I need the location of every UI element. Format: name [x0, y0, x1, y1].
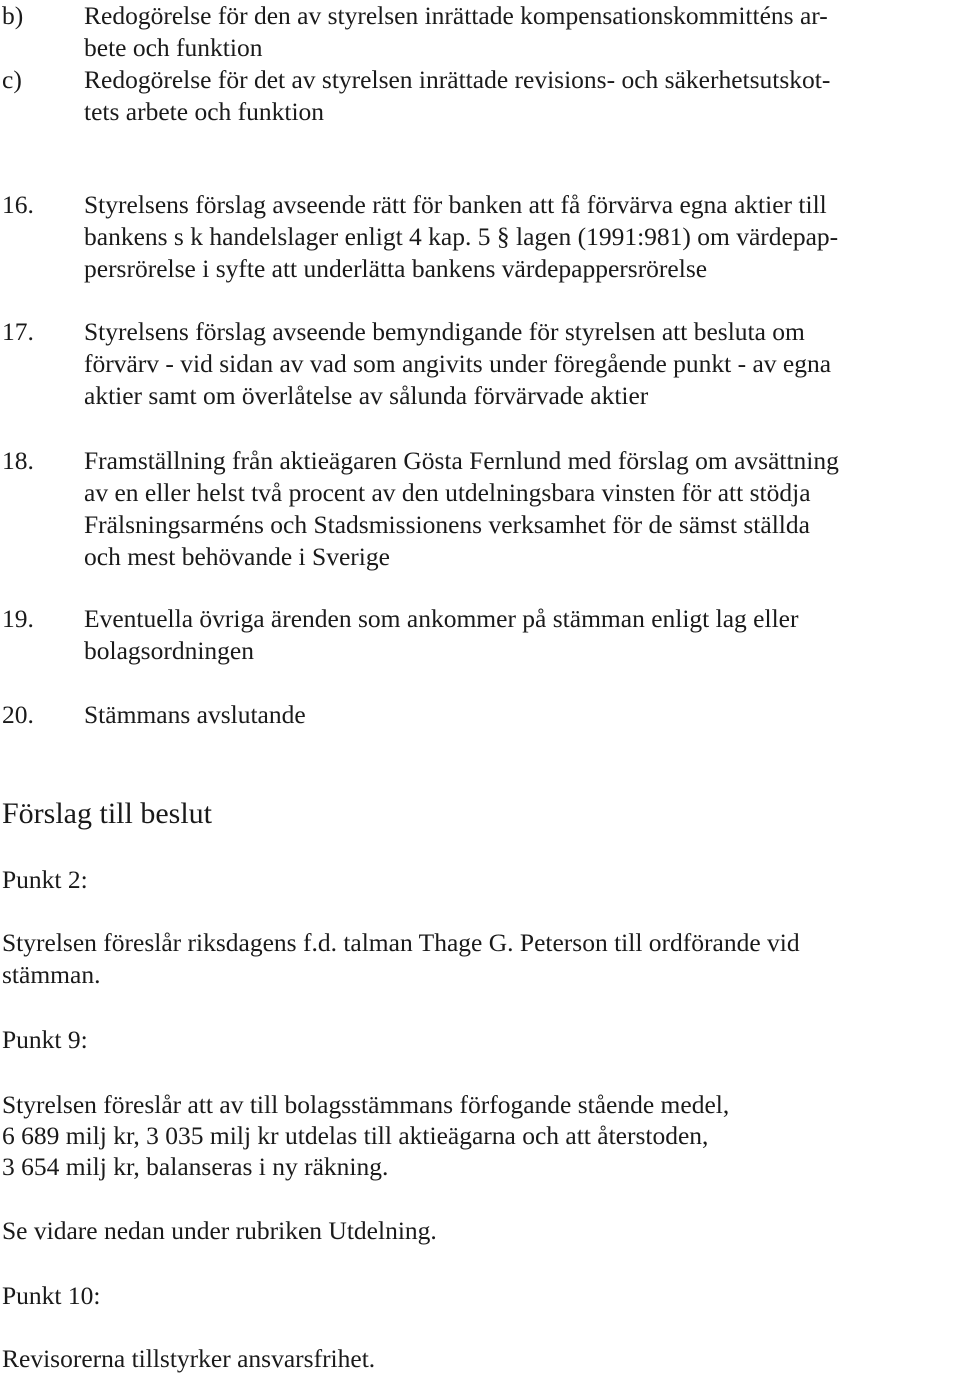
agenda-item-text-line: bolagsordningen [84, 636, 254, 665]
punkt-9-text-line: Styrelsen föreslår att av till bolagsstämmans förfogande stående medel, [2, 1090, 730, 1119]
punkt-9-label: Punkt 9: [2, 1025, 88, 1054]
agenda-item-label: 19. [2, 604, 34, 633]
agenda-item-text-line: aktier samt om överlåtelse av sålunda förvärvade aktier [84, 381, 649, 410]
agenda-item-text-line: förvärv - vid sidan av vad som angivits under föregående punkt - av egna [84, 349, 832, 378]
punkt-10-label: Punkt 10: [2, 1281, 101, 1310]
agenda-item-label: c) [2, 65, 22, 94]
punkt-9-text-line: 3 654 milj kr, balanseras i ny räkning. [2, 1152, 389, 1181]
agenda-item-text-line: Redogörelse för den av styrelsen inrättade kompensationskommitténs ar- [84, 1, 828, 30]
agenda-item-label: 20. [2, 700, 34, 729]
agenda-item-text-line: av en eller helst två procent av den utdelningsbara vinsten för att stödja [84, 478, 811, 507]
agenda-item-label: 16. [2, 190, 34, 219]
agenda-item-text-line: Frälsningsarméns och Stadsmissionens verksamhet för de sämst ställda [84, 510, 810, 539]
agenda-item-text-line: Styrelsens förslag avseende rätt för banken att få förvärva egna aktier till [84, 190, 827, 219]
agenda-item-text-line: tets arbete och funktion [84, 97, 325, 126]
agenda-item-text-line: Stämmans avslutande [84, 700, 306, 729]
agenda-item-label: 18. [2, 446, 34, 475]
agenda-item-text-line: Styrelsens förslag avseende bemyndigande för styrelsen att besluta om [84, 317, 805, 346]
agenda-item-text-line: och mest behövande i Sverige [84, 542, 390, 571]
punkt-2-text-line: Styrelsen föreslår riksdagens f.d. talman Thage G. Peterson till ordförande vid [2, 928, 800, 957]
punkt-2-text-line: stämman. [2, 960, 101, 989]
punkt-9-text-line: 6 689 milj kr, 3 035 milj kr utdelas till aktieägarna och att återstoden, [2, 1121, 709, 1150]
agenda-item-text-line: persrörelse i syfte att underlätta bankens värdepappersrörelse [84, 254, 708, 283]
agenda-item-text-line: bete och funktion [84, 33, 263, 62]
agenda-item-text-line: bankens s k handelslager enligt 4 kap. 5 § lagen (1991:981) om värdepap- [84, 222, 839, 251]
section-heading: Förslag till beslut [2, 797, 212, 830]
punkt-10-text-line: Revisorerna tillstyrker ansvarsfrihet. [2, 1344, 376, 1373]
agenda-item-text-line: Redogörelse för det av styrelsen inrättade revisions- och säkerhetsutskot- [84, 65, 831, 94]
punkt-2-label: Punkt 2: [2, 865, 88, 894]
punkt-9-note: Se vidare nedan under rubriken Utdelning. [2, 1216, 437, 1245]
agenda-item-text-line: Framställning från aktieägaren Gösta Fernlund med förslag om avsättning [84, 446, 839, 475]
agenda-item-label: 17. [2, 317, 34, 346]
agenda-item-label: b) [2, 1, 24, 30]
agenda-item-text-line: Eventuella övriga ärenden som ankommer på stämman enligt lag eller [84, 604, 799, 633]
